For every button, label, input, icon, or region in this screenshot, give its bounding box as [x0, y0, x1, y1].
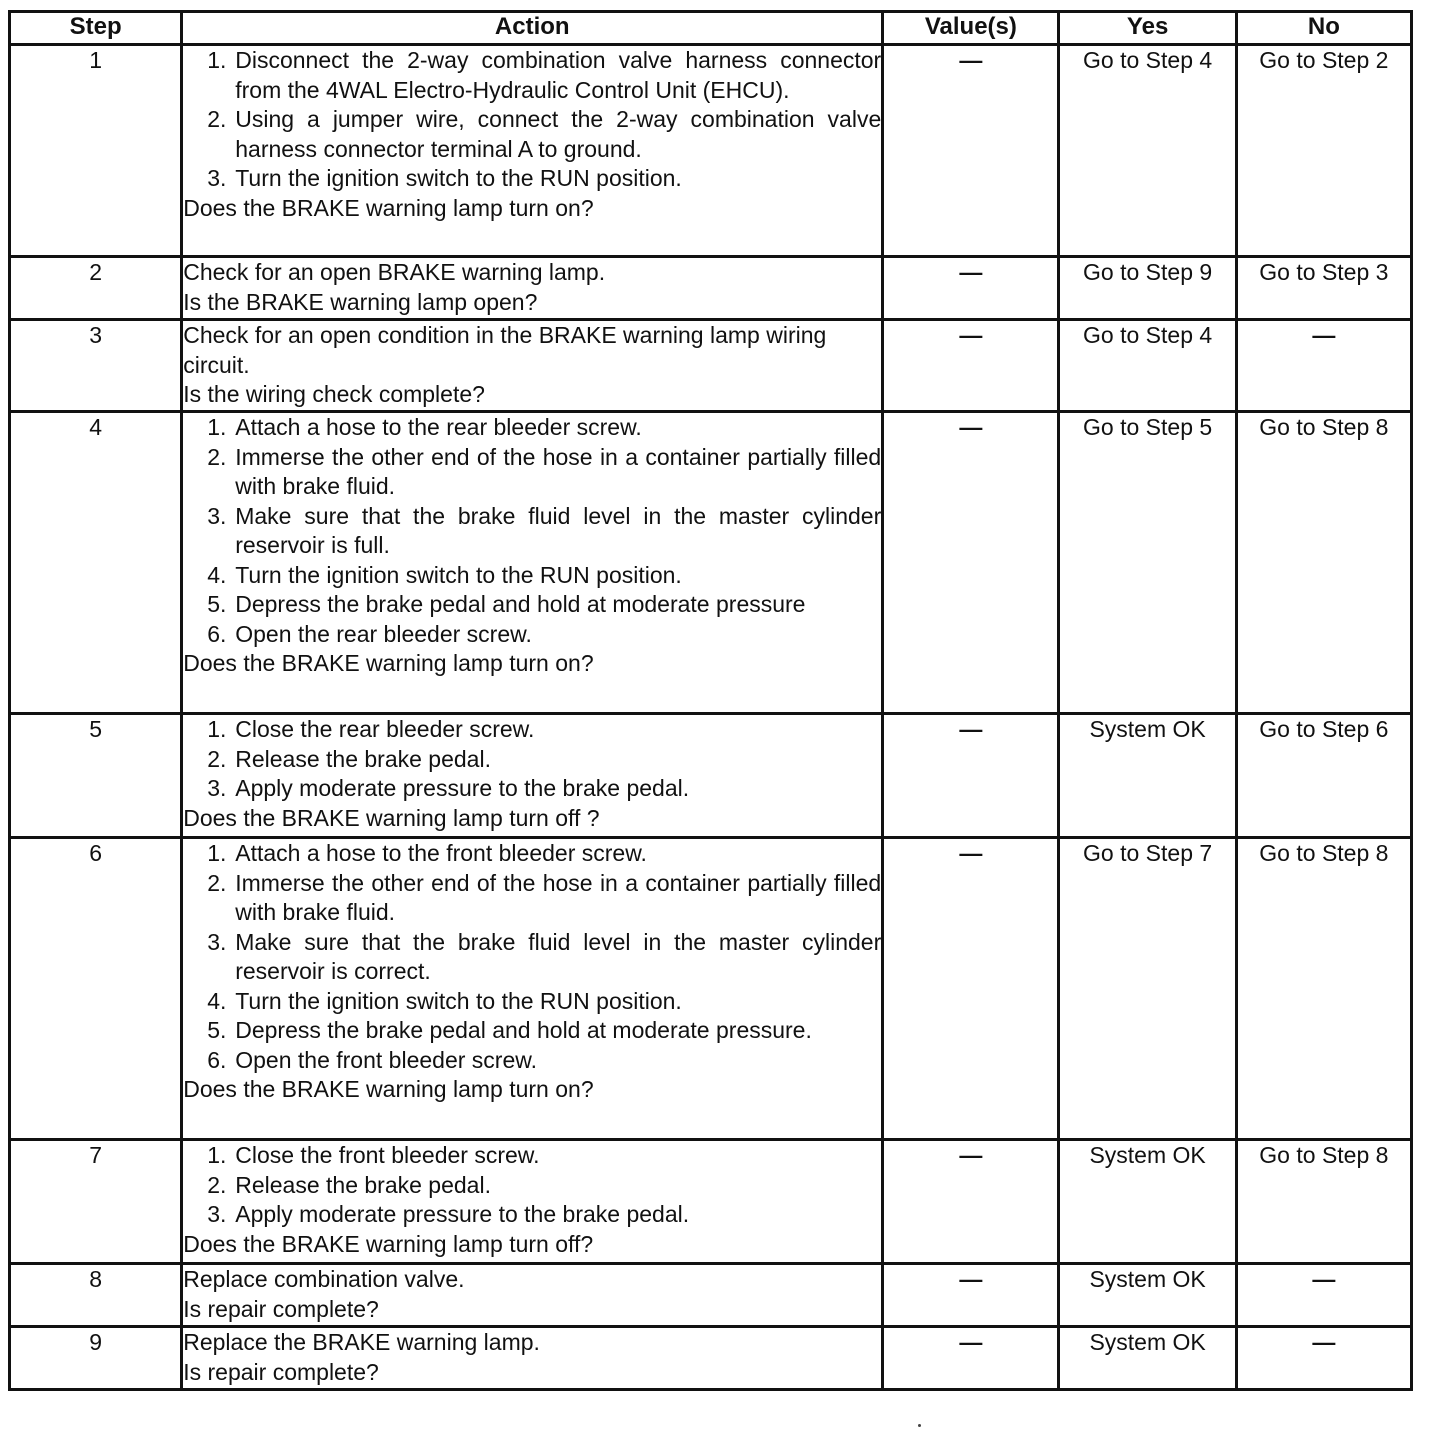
substep-number: 2. [207, 745, 227, 772]
no-cell: Go to Step 8 [1236, 1140, 1411, 1264]
substep-text: Turn the ignition switch to the RUN position. [235, 165, 682, 191]
substep-text: Open the front bleeder screw. [235, 1046, 537, 1073]
substep-text: Immerse the other end of the hose in a container partially filled with brake fluid. [235, 443, 882, 499]
action-cell [182, 257, 883, 320]
value-cell [883, 714, 1059, 838]
action-cell [182, 412, 883, 714]
substep-text: Close the front bleeder screw. [235, 1142, 540, 1168]
no-cell: Go to Step 6 [1236, 714, 1411, 838]
step-number: 9 [10, 1327, 182, 1390]
table-row [10, 1140, 1412, 1264]
substep-number: 1. [207, 47, 227, 73]
value-text: — [959, 259, 983, 285]
substep-number: 6. [207, 620, 227, 647]
substep-text: Make sure that the brake fluid level in the master cylinder reservoir is full. [235, 502, 882, 558]
substep-list [183, 839, 881, 1075]
table-body [10, 45, 1412, 1390]
step-number: 6 [10, 838, 182, 1140]
action-question: Does the BRAKE warning lamp turn off? [183, 1230, 594, 1257]
action-cell [182, 714, 883, 838]
scan-speck [918, 1424, 921, 1427]
substep-text: Release the brake pedal. [235, 1171, 491, 1198]
header-values: Value(s) [883, 12, 1059, 45]
table-row [10, 45, 1412, 257]
substep [183, 1200, 881, 1230]
table-row [10, 257, 1412, 320]
substep-text: Using a jumper wire, connect the 2-way combination valve harness connector terminal A to ground. [235, 106, 882, 162]
substep-text: Turn the ignition switch to the RUN position. [235, 561, 682, 588]
substep-text: Apply moderate pressure to the brake pedal. [235, 775, 690, 801]
no-text: — [1312, 1266, 1336, 1292]
action-question: Is repair complete? [183, 1295, 379, 1322]
no-cell [1236, 320, 1411, 412]
substep-text: Release the brake pedal. [235, 745, 491, 772]
diagnostic-table [8, 10, 1413, 1391]
substep [183, 1141, 881, 1171]
value-text: — [959, 322, 983, 348]
substep-number: 1. [207, 414, 227, 440]
no-cell: Go to Step 3 [1236, 257, 1411, 320]
action-cell [182, 1140, 883, 1264]
substep-text: Close the rear bleeder screw. [235, 716, 535, 742]
header-no: No [1236, 12, 1411, 45]
step-number: 5 [10, 714, 182, 838]
substep-text: Depress the brake pedal and hold at moderate pressure [235, 591, 806, 617]
header-row [10, 12, 1412, 45]
step-number: 7 [10, 1140, 182, 1264]
substep-number: 4. [207, 561, 227, 588]
substep-text: Make sure that the brake fluid level in the master cylinder reservoir is correct. [235, 928, 882, 984]
substep-number: 6. [207, 1046, 227, 1073]
action-question: Does the BRAKE warning lamp turn on? [183, 194, 594, 221]
action-text: Replace combination valve. [183, 1266, 465, 1292]
value-cell [883, 257, 1059, 320]
yes-cell: Go to Step 5 [1059, 412, 1236, 714]
table-header [10, 12, 1412, 45]
value-cell [883, 1264, 1059, 1327]
action-question: Does the BRAKE warning lamp turn off ? [183, 804, 600, 831]
substep-text: Depress the brake pedal and hold at moderate pressure. [235, 1017, 812, 1043]
action-cell [182, 45, 883, 257]
substep [183, 46, 881, 105]
no-cell [1236, 1327, 1411, 1390]
no-cell [1236, 1264, 1411, 1327]
table-row [10, 320, 1412, 412]
substep [183, 774, 881, 804]
table-row [10, 412, 1412, 714]
substep-text: Immerse the other end of the hose in a container partially filled with brake fluid. [235, 869, 882, 925]
substep [183, 1171, 881, 1201]
substep-number: 1. [207, 1142, 227, 1168]
substep-number: 2. [207, 443, 227, 470]
table-row [10, 838, 1412, 1140]
substep-text: Attach a hose to the rear bleeder screw. [235, 414, 642, 440]
table-row [10, 714, 1412, 838]
substep-list [183, 715, 881, 804]
no-cell: Go to Step 8 [1236, 412, 1411, 714]
value-cell [883, 412, 1059, 714]
step-number: 1 [10, 45, 182, 257]
substep [183, 869, 881, 928]
substep-number: 3. [207, 775, 227, 801]
no-text: — [1312, 322, 1336, 348]
yes-cell: Go to Step 7 [1059, 838, 1236, 1140]
substep-number: 3. [207, 165, 227, 191]
action-cell [182, 1264, 883, 1327]
yes-cell: Go to Step 9 [1059, 257, 1236, 320]
header-step: Step [10, 12, 182, 45]
no-text: — [1312, 1329, 1336, 1355]
action-cell [182, 1327, 883, 1390]
action-text: Replace the BRAKE warning lamp. [183, 1329, 540, 1355]
value-text: — [959, 840, 983, 866]
action-question: Is the BRAKE warning lamp open? [183, 288, 538, 315]
substep [183, 620, 881, 650]
value-cell [883, 838, 1059, 1140]
value-cell [883, 1327, 1059, 1390]
substep-number: 2. [207, 106, 227, 132]
step-number: 8 [10, 1264, 182, 1327]
substep [183, 839, 881, 869]
header-action: Action [182, 12, 883, 45]
substep [183, 413, 881, 443]
substep-text: Attach a hose to the front bleeder screw. [235, 840, 647, 866]
substep-number: 5. [207, 591, 227, 617]
substep-number: 3. [207, 1201, 227, 1227]
header-yes: Yes [1059, 12, 1236, 45]
yes-cell: System OK [1059, 1327, 1236, 1390]
substep [183, 1016, 881, 1046]
value-text: — [959, 1142, 983, 1168]
yes-cell: System OK [1059, 714, 1236, 838]
substep [183, 164, 881, 194]
substep-list [183, 413, 881, 649]
substep [183, 502, 881, 561]
substep-text: Apply moderate pressure to the brake pedal. [235, 1201, 690, 1227]
yes-cell: Go to Step 4 [1059, 320, 1236, 412]
value-text: — [959, 47, 983, 73]
table-row [10, 1264, 1412, 1327]
substep [183, 443, 881, 502]
value-cell [883, 320, 1059, 412]
substep [183, 715, 881, 745]
substep-number: 3. [207, 502, 227, 529]
substep-number: 3. [207, 928, 227, 955]
substep-text: Turn the ignition switch to the RUN position. [235, 987, 682, 1014]
yes-cell: System OK [1059, 1140, 1236, 1264]
yes-cell: System OK [1059, 1264, 1236, 1327]
action-question: Is repair complete? [183, 1358, 379, 1385]
substep [183, 1046, 881, 1076]
substep-number: 5. [207, 1017, 227, 1043]
action-question: Does the BRAKE warning lamp turn on? [183, 650, 594, 676]
step-number: 3 [10, 320, 182, 412]
table-row [10, 1327, 1412, 1390]
step-number: 4 [10, 412, 182, 714]
substep [183, 561, 881, 591]
substep-number: 2. [207, 869, 227, 896]
substep [183, 105, 881, 164]
no-cell: Go to Step 8 [1236, 838, 1411, 1140]
value-text: — [959, 1266, 983, 1292]
action-text: Check for an open BRAKE warning lamp. [183, 259, 606, 285]
substep-list [183, 46, 881, 194]
action-text: Check for an open condition in the BRAKE warning lamp wiring circuit. [183, 322, 827, 378]
action-cell [182, 838, 883, 1140]
value-text: — [959, 414, 983, 440]
no-cell: Go to Step 2 [1236, 45, 1411, 257]
substep-number: 1. [207, 840, 227, 866]
substep-number: 4. [207, 987, 227, 1014]
value-cell [883, 1140, 1059, 1264]
substep-number: 2. [207, 1171, 227, 1198]
substep [183, 590, 881, 620]
action-question: Does the BRAKE warning lamp turn on? [183, 1076, 594, 1102]
substep [183, 987, 881, 1017]
substep-text: Disconnect the 2-way combination valve harness connector from the 4WAL Electro-Hydraulic Control Unit (EHCU). [235, 47, 882, 103]
action-question: Is the wiring check complete? [183, 381, 485, 407]
yes-cell: Go to Step 4 [1059, 45, 1236, 257]
substep-list [183, 1141, 881, 1230]
value-text: — [959, 716, 983, 742]
substep [183, 745, 881, 775]
action-cell [182, 320, 883, 412]
value-text: — [959, 1329, 983, 1355]
substep-text: Open the rear bleeder screw. [235, 620, 532, 647]
step-number: 2 [10, 257, 182, 320]
substep [183, 928, 881, 987]
value-cell [883, 45, 1059, 257]
substep-number: 1. [207, 716, 227, 742]
